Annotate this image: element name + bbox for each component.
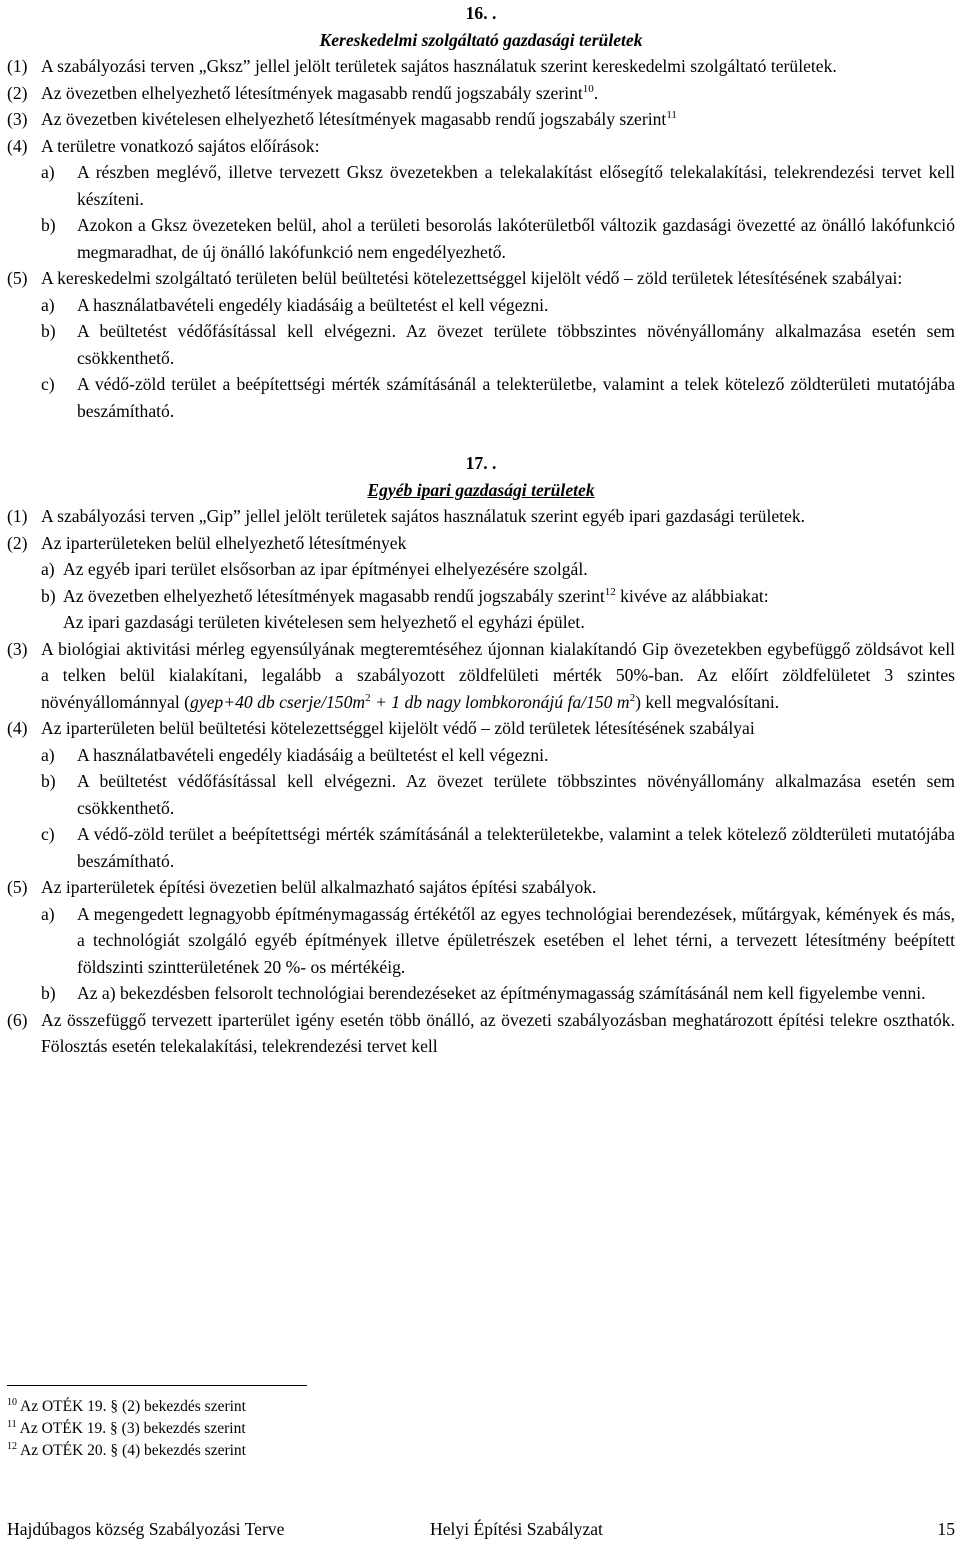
paragraph-number: (1): [7, 506, 28, 526]
planting-formula: gyep+40 db cserje/150m: [190, 691, 366, 712]
item-label: c): [41, 374, 55, 394]
page-number: 15: [937, 1519, 955, 1539]
sec16-item-4a: [7, 159, 955, 212]
sec17-item-2a: [7, 556, 955, 583]
sec17-paragraph-5: [7, 874, 955, 901]
item-text: Az egyéb ipari terület elsősorban az ipar építményei elhelyezésére szolgál.: [63, 559, 588, 579]
item-label: c): [41, 824, 55, 844]
item-label: b): [41, 983, 56, 1003]
sec17-paragraph-6: [7, 1007, 955, 1060]
paragraph-number: (4): [7, 135, 28, 156]
paragraph-text: Az övezetben elhelyezhető létesítmények magasabb rendű jogszabály szerint: [41, 82, 583, 103]
sec16-paragraph-1: [7, 53, 955, 80]
sec16-paragraph-2: [7, 80, 955, 107]
paragraph-number: (3): [7, 638, 28, 659]
item-label: a): [41, 162, 55, 182]
paragraph-text: Az összefüggő tervezett iparterület igény esetén több önálló, az övezeti szabályozásban meghatározott építési telekre oszthatók. Fölosztás esetén telekalakítási, telekrendezési tervet kell: [41, 1009, 955, 1056]
item-label: b): [41, 771, 56, 791]
sec16-item-5c: [7, 371, 955, 424]
sec16-item-4b: [7, 212, 955, 265]
paragraph-number: (2): [7, 532, 28, 553]
sec17-item-4b: [7, 768, 955, 821]
footnote-number: 11: [7, 1418, 17, 1430]
paragraph-number: (1): [7, 56, 28, 76]
sec17-item-5b: [7, 980, 955, 1007]
sec17-item-4a: [7, 742, 955, 769]
footnote-number: 12: [7, 1440, 17, 1452]
item-text: A részben meglévő, illetve tervezett Gksz övezetekben a telekalakítást elősegítő telekalakítási, telekrendezési tervet kell készíteni.: [77, 162, 955, 209]
footnotes: [7, 1396, 246, 1462]
paragraph-tail: ) kell megvalósítani.: [635, 691, 780, 712]
footnote-12: [7, 1440, 246, 1462]
sec17-paragraph-3: [7, 636, 955, 716]
item-text: A megengedett legnagyobb építménymagasság értékétől az egyes technológiai berendezések, műtárgyak, kémények és más, a technológiát szolgáló egyéb építmények illetve épületrészek esetében el lehet térni, a tervezett létesítmény beépített földszinti szintterületének 20 %- os mértékéig.: [77, 903, 955, 977]
item-label: b): [41, 321, 56, 341]
paragraph-number: (2): [7, 82, 28, 103]
paragraph-number: (5): [7, 268, 28, 288]
sec16-item-5a: [7, 292, 955, 319]
sec16-paragraph-3: [7, 106, 955, 133]
item-text: A használatbavételi engedély kiadásáig a beültetést el kell végezni.: [77, 744, 549, 765]
item-text: Az övezetben elhelyezhető létesítmények magasabb rendű jogszabály szerint: [63, 585, 605, 606]
item-text-tail: kivéve az alábbiakat:: [615, 585, 769, 606]
sec16-item-5b: [7, 318, 955, 371]
footer-section-name: Helyi Építési Szabályzat: [430, 1519, 603, 1539]
sec17-paragraph-4: [7, 715, 955, 742]
sec17-item-2b: [7, 583, 955, 610]
footnote-10: [7, 1396, 246, 1418]
sec17-item-4c: [7, 821, 955, 874]
footnote-ref-10[interactable]: 10: [582, 82, 594, 95]
sec16-paragraph-5: [7, 265, 955, 292]
page-footer: [7, 1516, 955, 1543]
footnote-separator: [7, 1385, 307, 1386]
footnote-ref-11[interactable]: 11: [666, 109, 677, 122]
planting-formula-cont: + 1 db nagy lombkoronájú fa/150 m: [370, 691, 630, 712]
paragraph-tail: .: [593, 82, 599, 103]
paragraph-number: (6): [7, 1009, 28, 1030]
item-label: a): [41, 294, 55, 315]
item-text: A védő-zöld terület a beépítettségi mérték számításánál a telekterületekbe, valamint a telek kötelező zöldterületi mutatójába beszámítható.: [77, 824, 955, 871]
footer-document-name: Hajdúbagos község Szabályozási Terve: [7, 1519, 285, 1539]
paragraph-number: (5): [7, 877, 28, 897]
paragraph-text: Az iparterületek építési övezetien belül alkalmazható sajátos építési szabályok.: [41, 877, 597, 897]
item-label: a): [41, 559, 55, 579]
item-label: b): [41, 215, 56, 235]
footnote-text: Az OTÉK 19. § (3) bekezdés szerint: [16, 1420, 246, 1437]
paragraph-text: Az iparterületen belül beültetési kötelezettséggel kijelölt védő – zöld területek létesítésének szabályai: [41, 718, 755, 738]
footnote-ref-12[interactable]: 12: [604, 585, 616, 598]
section-gap: [7, 424, 955, 450]
item-text: Az a) bekezdésben felsorolt technológiai berendezéseket az építménymagasság számításánál nem kell figyelembe venni.: [77, 983, 926, 1003]
document-page: [7, 0, 955, 1060]
section-17-title: Egyéb ipari gazdasági területek: [367, 479, 595, 500]
item-text: Azokon a Gksz övezeteken belül, ahol a területi besorolás lakóterületből változik gazdasági övezetté az önálló lakófunkció megmaradhat, de új önálló lakófunkció nem engedélyezhető.: [77, 215, 955, 262]
item-label: a): [41, 903, 55, 924]
item-text: A beültetést védőfásítással kell elvégezni. Az övezet területe többszintes növényállomány alkalmazása esetén sem csökkenthető.: [77, 321, 955, 368]
item-text: A beültetést védőfásítással kell elvégezni. Az övezet területe többszintes növényállomány alkalmazása esetén sem csökkenthető.: [77, 771, 955, 818]
sec16-paragraph-4: [7, 133, 955, 160]
footnote-number: 10: [7, 1396, 17, 1408]
paragraph-number: (3): [7, 109, 28, 129]
section-17-number: 17. .: [465, 453, 497, 473]
footnote-text: Az OTÉK 19. § (2) bekezdés szerint: [17, 1398, 246, 1415]
footnote-11: [7, 1418, 246, 1440]
superscript: 2: [365, 691, 371, 704]
sec17-paragraph-1: [7, 503, 955, 530]
item-label: b): [41, 585, 56, 606]
paragraph-text: Az iparterületeken belül elhelyezhető létesítmények: [41, 532, 407, 553]
section-16-title: Kereskedelmi szolgáltató gazdasági területek: [319, 29, 643, 50]
item-label: a): [41, 744, 55, 765]
sec17-item-5a: [7, 901, 955, 981]
item-text: A használatbavételi engedély kiadásáig a beültetést el kell végezni.: [77, 294, 549, 315]
footnote-text: Az OTÉK 20. § (4) bekezdés szerint: [17, 1442, 246, 1459]
paragraph-number: (4): [7, 718, 28, 738]
sec17-item-2b-extra: Az ipari gazdasági területen kivételesen sem helyezhető el egyházi épület.: [63, 612, 585, 632]
paragraph-text: Az övezetben kivételesen elhelyezhető létesítmények magasabb rendű jogszabály szerint: [41, 109, 667, 129]
section-16-number: 16. .: [465, 3, 497, 23]
paragraph-text: A kereskedelmi szolgáltató területen belül beültetési kötelezettséggel kijelölt védő – zöld területek létesítésének szabályai:: [41, 268, 903, 288]
paragraph-text: A szabályozási terven „Gip” jellel jelölt területek sajátos használatuk szerint egyéb ipari gazdasági területek.: [41, 506, 806, 526]
paragraph-text: A területre vonatkozó sajátos előírások:: [41, 135, 320, 156]
superscript: 2: [629, 691, 636, 704]
paragraph-text: A biológiai aktivitási mérleg egyensúlyának megteremtéséhez újonnan kialakítandó Gip övezetekben egybefüggő zöldsávot kell a telken belül kialakítani, legalább a szabályozott zöldfelületi mérték 50%-ban. Az előírt zöldfelületet 3 szintes növényállománnyal (: [41, 638, 955, 712]
paragraph-text: A szabályozási terven „Gksz” jellel jelölt területek sajátos használatuk szerint kereskedelmi szolgáltató területek.: [41, 56, 837, 76]
sec17-paragraph-2: [7, 530, 955, 557]
item-text: A védő-zöld terület a beépítettségi mérték számításánál a telekterületbe, valamint a telek kötelező zöldterületi mutatójába beszámítható.: [77, 374, 955, 421]
